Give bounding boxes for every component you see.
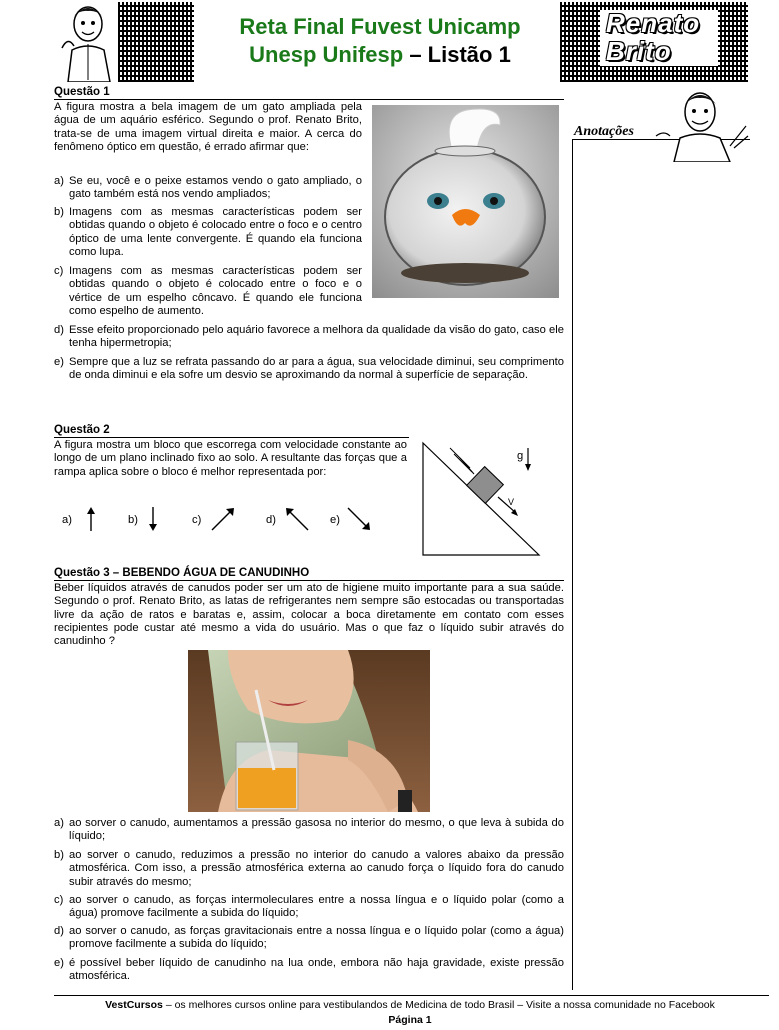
q1-option-a-text: Se eu, você e o peixe estamos vendo o gato ampliado, o gato também está nos vendo ampliados;: [69, 175, 362, 201]
brand-name-line1: Renato: [606, 8, 701, 38]
header-title-line1: Reta Final Fuvest Unicamp: [239, 14, 521, 39]
author-caricature-image: [52, 2, 118, 82]
footer-rule: [54, 995, 769, 996]
q1-option-d[interactable]: [54, 324, 564, 351]
arrow-down-icon: [146, 506, 160, 532]
arrow-up-right-icon: [210, 506, 236, 532]
q1-option-c-text: Imagens com as mesmas características podem ser obtidas quando o objeto é colocado entre o foco e o vértice de um espelho côncavo. É quando ele funciona como espelho de aumento.: [69, 265, 362, 317]
footer-text: [40, 999, 779, 1012]
q2-choice-e-letter: e): [330, 514, 340, 526]
q1-option-b-text: Imagens com as mesmas características podem ser obtidas quando o objeto é colocado entre o foco e o centro óptico de uma lente convergente. É quando ela funciona como lupa.: [69, 206, 362, 258]
q3-option-e[interactable]: [54, 957, 564, 984]
q3-option-a[interactable]: [54, 817, 564, 844]
q3-option-e-letter: e): [54, 957, 64, 969]
header-title-line2-dash: –: [403, 42, 428, 67]
q1-option-d-letter: d): [54, 324, 64, 336]
arrow-up-left-icon: [284, 506, 310, 532]
q3-option-d[interactable]: [54, 925, 564, 952]
q3-option-d-text: ao sorver o canudo, as forças gravitacionais entre a nossa língua e o líquido polar (como a água) promove facilmente a subida do líquido;: [69, 925, 564, 951]
arrow-up-icon: [84, 506, 98, 532]
q1-option-e-letter: e): [54, 356, 64, 368]
q3-option-d-letter: d): [54, 925, 64, 937]
q3-intro: Beber líquidos através de canudos poder ser um ato de higiene muito importante para a sua saúde. Segundo o prof. Renato Brito, as latas de refrigerantes nem sempre são estocadas ou transportadas livre da ação de ratos e baratas e, assim, colocar a boca diretamente em contato com esses recipientes pode custar até mesmo a vida do usuário. Mas o que faz o líquido subir através do canudinho ?: [54, 582, 564, 648]
q1-option-d-text: Esse efeito proporcionado pelo aquário favorece a melhora da qualidade da visão do gato, caso ele tenha hipermetropia;: [69, 324, 564, 350]
sidebar-separator: [572, 140, 573, 990]
q3-option-a-letter: a): [54, 817, 64, 829]
q3-option-c-letter: c): [54, 894, 64, 906]
q3-option-b[interactable]: [54, 849, 564, 889]
brand-name-line2: Brito: [606, 36, 672, 66]
q3-option-c[interactable]: [54, 894, 564, 921]
qr-code-pattern-left: [118, 2, 194, 82]
woman-drinking-straw-image: [188, 650, 430, 812]
footer-brand: VestCursos: [105, 999, 163, 1011]
q2-choice-d-letter: d): [266, 514, 276, 526]
arrow-down-right-icon: [346, 506, 372, 532]
q2-choice-a-letter: a): [62, 514, 72, 526]
q2-title-rule: [54, 437, 409, 438]
q1-option-b-letter: b): [54, 206, 64, 218]
footer-tagline: – os melhores cursos online para vestibulandos de Medicina de todo Brasil – Visite a nossa comunidade no Facebook: [162, 999, 715, 1011]
q3-option-a-text: ao sorver o canudo, aumentamos a pressão gasosa no interior do mesmo, o que leva à subida do líquido;: [69, 817, 564, 843]
header: [0, 0, 779, 84]
q1-title: Questão 1: [54, 86, 110, 98]
q1-option-a-letter: a): [54, 175, 64, 187]
q1-option-e-text: Sempre que a luz se refrata passando do ar para a água, sua velocidade diminui, seu comprimento de onda diminui e ela sofre um desvio se aproximando da normal à superfície de separação.: [69, 356, 564, 382]
page-number: Página 1: [388, 1014, 432, 1026]
q3-option-b-text: ao sorver o canudo, reduzimos a pressão no interior do canudo a valores abaixo da pressão atmosférica. Com isso, a pressão atmosférica externa ao canudo força o líquido fora do canudo subir através do mesmo;: [69, 849, 564, 888]
q3-title: Questão 3 – BEBENDO ÁGUA DE CANUDINHO: [54, 567, 310, 579]
header-title-line2: [200, 42, 560, 68]
header-title-line2-black: Listão 1: [427, 42, 511, 67]
incline-plane-diagram: [418, 440, 544, 558]
q2-choices: [54, 506, 384, 536]
q1-intro: A figura mostra a bela imagem de um gato ampliada pela água de um aquário esférico. Segundo o prof. Renato Brito, trata-se de uma imagem virtual direita e maior. A cerca do fenômeno óptico em questão, é errado afirmar que:: [54, 101, 362, 153]
diagram-g-label: g: [517, 450, 524, 462]
q2-title: Questão 2: [54, 424, 110, 436]
author-caricature-notes-image: [650, 86, 750, 162]
q2-choice-c-letter: c): [192, 514, 202, 526]
q1-option-a[interactable]: [54, 175, 564, 202]
q1-title-rule: [54, 99, 564, 100]
q1-option-c[interactable]: [54, 265, 564, 318]
q1-option-e[interactable]: [54, 356, 564, 383]
q3-option-e-text: é possível beber líquido de canudinho na lua onde, embora não haja gravidade, existe pressão atmosférica.: [69, 957, 564, 983]
q3-title-rule: [54, 580, 564, 581]
q1-option-b[interactable]: [54, 206, 564, 259]
q2-choice-b-letter: b): [128, 514, 138, 526]
header-title-line2-green: Unesp Unifesp: [249, 42, 404, 67]
q3-option-c-text: ao sorver o canudo, as forças intermoleculares entre a nossa língua e o líquido polar (como a água) promove facilmente a subida do líquido;: [69, 894, 564, 920]
q2-intro: A figura mostra um bloco que escorrega com velocidade constante ao longo de um plano inclinado fixo ao solo. A resultante das forças que a rampa aplica sobre o bloco é melhor representada por:: [54, 439, 407, 478]
q1-option-c-letter: c): [54, 265, 64, 277]
q3-option-b-letter: b): [54, 849, 64, 861]
notes-label: Anotações: [574, 124, 634, 139]
diagram-v-label: V: [508, 497, 515, 507]
